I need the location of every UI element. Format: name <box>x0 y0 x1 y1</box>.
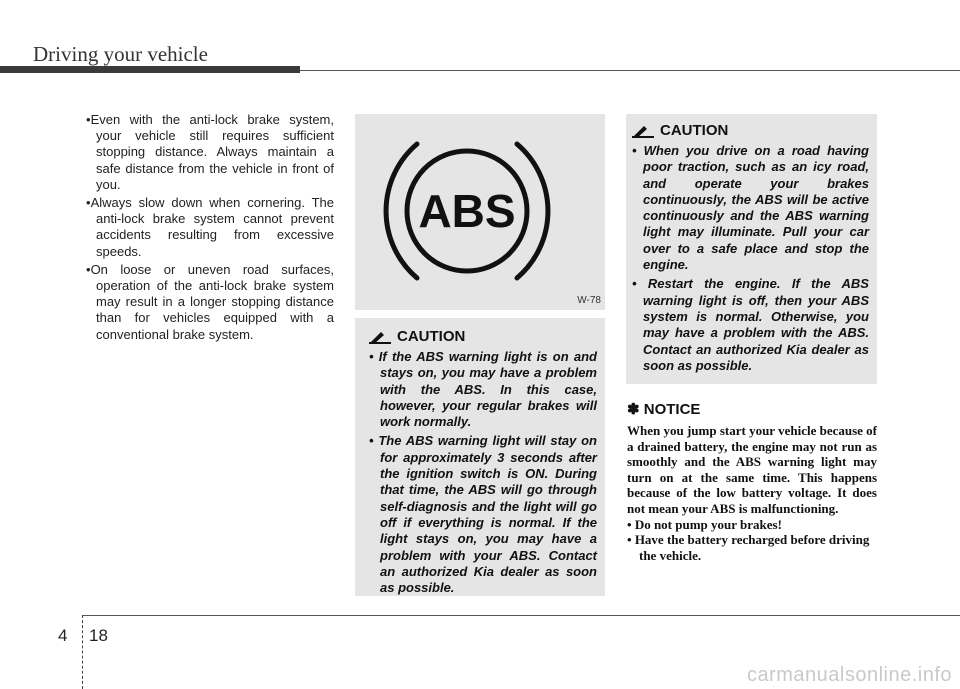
page-number: 18 <box>89 626 108 645</box>
bullet-item: • Always slow down when cornering. The anti-lock brake system cannot prevent accidents resulting from excessive speeds. <box>86 195 334 260</box>
caution-list <box>632 143 869 374</box>
figure-code: W-78 <box>577 295 601 306</box>
notice-section <box>627 400 877 563</box>
section-title: Driving your vehicle <box>33 42 208 66</box>
abs-bullet-list <box>86 112 334 345</box>
abs-warning-light-icon <box>355 114 605 310</box>
caution-item: • Restart the engine. If the ABS warning light is off, then your ABS system is normal. Otherwise, you may have a problem with the ABS. Contact an authorized Kia dealer as soon as possible. <box>632 276 869 374</box>
caution-item: • The ABS warning light will stay on for approximately 3 seconds after the ignition switch is ON. During that time, the ABS will go through self-diagnosis and the light will go off if everything is normal. If the light stays on, you may have a problem with your ABS. Contact an authorized Kia dealer as soon as possible. <box>369 433 597 596</box>
page-number-divider <box>82 615 83 689</box>
caution-list <box>369 349 597 596</box>
caution-item: • If the ABS warning light is on and stays on, you may have a problem with the ABS. In this case, however, your regular brakes will work normally. <box>369 349 597 430</box>
caution-box-left <box>355 318 605 596</box>
watermark: carmanualsonline.info <box>746 664 952 686</box>
caution-pencil-icon <box>369 330 391 344</box>
chapter-number: 4 <box>58 626 68 645</box>
bullet-item: • On loose or uneven road surfaces, operation of the anti-lock brake system may result in a longer stopping distance than for vehicles equipped with a conventional brake system. <box>86 262 334 343</box>
abs-symbol-text: ABS <box>418 185 516 237</box>
caution-title: CAUTION <box>660 122 729 139</box>
notice-item: • Have the battery recharged before driving the vehicle. <box>627 532 877 563</box>
notice-list <box>627 517 877 564</box>
bullet-item: • Even with the anti-lock brake system, your vehicle still requires sufficient stopping distance. Always maintain a safe distance from the vehicle in front of you. <box>86 112 334 193</box>
caution-item: • When you drive on a road having poor traction, such as an icy road, and operate your brakes continuously, the ABS will be active continuously and the ABS warning light may illuminate. Pull your car over to a safe place and stop the engine. <box>632 143 869 273</box>
abs-warning-figure <box>355 114 605 310</box>
header-rule <box>300 70 960 71</box>
header-bar <box>0 66 300 73</box>
caution-title: CAUTION <box>397 328 466 345</box>
notice-item: • Do not pump your brakes! <box>627 517 877 533</box>
notice-text: When you jump start your vehicle because of a drained battery, the engine may not run as smoothly and the ABS warning light may turn on at the same time. This happens because of the low battery voltage. It does not mean your ABS is malfunctioning. <box>627 423 878 516</box>
footer-rule <box>82 615 960 616</box>
caution-box-right <box>626 114 877 384</box>
notice-title: ✽ NOTICE <box>627 401 701 418</box>
caution-pencil-icon <box>632 124 654 138</box>
